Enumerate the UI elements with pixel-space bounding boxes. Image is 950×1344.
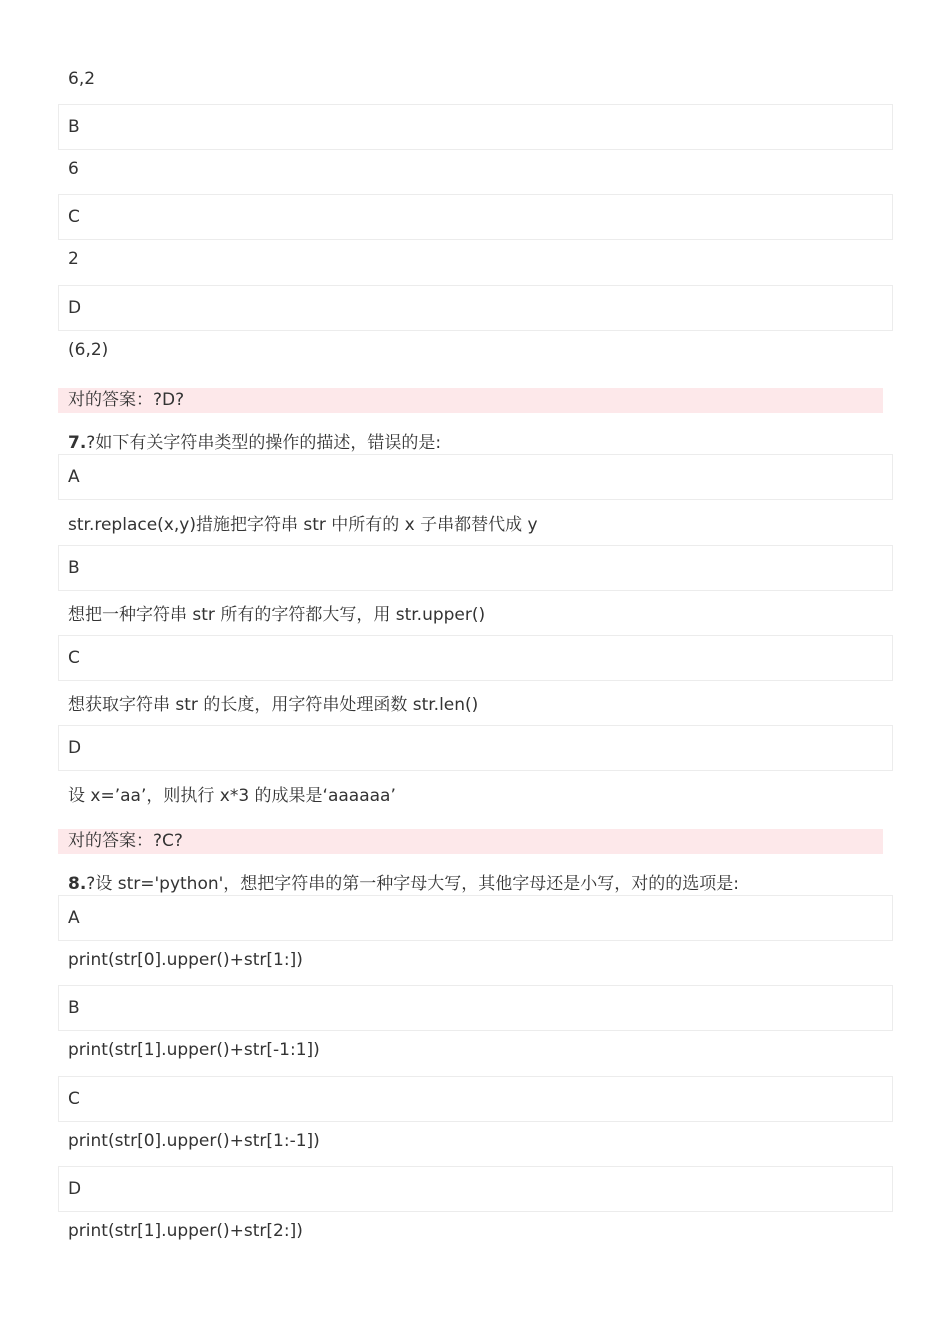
q6-correct-answer: 对的答案：?D? (58, 388, 883, 413)
q6-option-c-text: 2 (68, 249, 79, 269)
q8-option-c-text: print(str[0].upper()+str[1:-1]) (68, 1131, 320, 1151)
q7-number: 7. (68, 433, 87, 453)
q7-correct-answer: 对的答案：?C? (58, 829, 883, 854)
q7-text: ?如下有关字符串类型的操作的描述，错误的是: (86, 433, 442, 453)
q6-option-b-label: B (58, 104, 893, 150)
q8-number: 8. (68, 874, 87, 894)
q8-option-d-text: print(str[1].upper()+str[2:]) (68, 1221, 303, 1241)
q7-option-a-text: str.replace(x,y)措施把字符串 str 中所有的 x 子串都替代成 y (68, 515, 538, 535)
q6-option-a-text: 6,2 (68, 69, 96, 89)
q6-option-d-text: (6,2) (68, 340, 109, 360)
q8-option-d-label: D (58, 1166, 893, 1212)
q6-option-d-label: D (58, 285, 893, 331)
q8-option-b-label: B (58, 985, 893, 1031)
q8-text: ?设 str='python'，想把字符串的第一种字母大写，其他字母还是小写，对的的选项是: (86, 874, 740, 894)
q7-question (68, 428, 441, 453)
q8-option-a-label: A (58, 895, 893, 941)
q7-option-b-text: 想把一种字符串 str 所有的字符都大写，用 str.upper() (68, 605, 486, 625)
q7-option-d-label: D (58, 725, 893, 771)
q6-option-b-text: 6 (68, 159, 79, 179)
q8-question (68, 869, 739, 894)
q7-option-c-label: C (58, 635, 893, 681)
q8-option-c-label: C (58, 1076, 893, 1122)
q8-option-b-text: print(str[1].upper()+str[-1:1]) (68, 1040, 320, 1060)
q8-option-a-text: print(str[0].upper()+str[1:]) (68, 950, 303, 970)
q7-option-a-label: A (58, 454, 893, 500)
q6-option-c-label: C (58, 194, 893, 240)
q7-option-b-label: B (58, 545, 893, 591)
q7-option-c-text: 想获取字符串 str 的长度，用字符串处理函数 str.len() (68, 695, 479, 715)
q7-option-d-text: 设 x=’aa’，则执行 x*3 的成果是‘aaaaaa’ (68, 786, 396, 806)
